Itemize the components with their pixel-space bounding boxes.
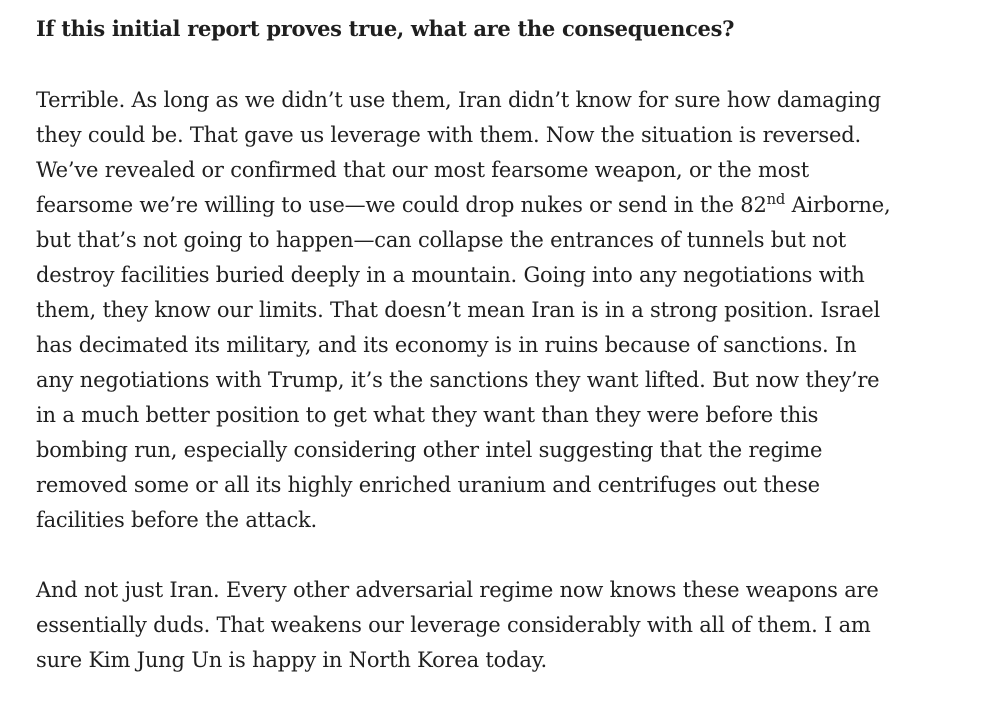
paragraph-line: but that’s not going to happen—can collapse the entrances of tunnels but not [36,228,847,252]
paragraph-line: removed some or all its highly enriched uranium and centrifuges out these [36,473,820,497]
paragraph-line: essentially duds. That weakens our leverage considerably with all of them. I am [36,613,871,637]
paragraph-line: any negotiations with Trump, it’s the sanctions they want lifted. But now they’re [36,368,880,392]
line-text: Airborne, [785,193,891,217]
line-text: fearsome we’re willing to use—we could drop nukes or send in the 82 [36,193,767,217]
paragraph-line: bombing run, especially considering other intel suggesting that the regime [36,438,823,462]
second-paragraph [36,573,906,678]
paragraph-line: them, they know our limits. That doesn’t mean Iran is in a strong position. Israel [36,298,880,322]
article-body [36,13,906,678]
paragraph-line: facilities before the attack. [36,508,318,532]
paragraph-line: in a much better position to get what they want than they were before this [36,403,819,427]
ordinal-superscript: nd [766,190,786,208]
paragraph-line: has decimated its military, and its economy is in ruins because of sanctions. In [36,333,857,357]
paragraph-line: they could be. That gave us leverage with them. Now the situation is reversed. [36,123,861,147]
paragraph-line: Terrible. As long as we didn’t use them, Iran didn’t know for sure how damaging [36,88,881,112]
paragraph-line: We’ve revealed or confirmed that our most fearsome weapon, or the most [36,158,809,182]
paragraph-line: sure Kim Jung Un is happy in North Korea today. [36,648,547,672]
question-heading: If this initial report proves true, what are the consequences? [36,16,735,41]
paragraph-line: And not just Iran. Every other adversarial regime now knows these weapons are [36,578,879,602]
paragraph-line: destroy facilities buried deeply in a mountain. Going into any negotiations with [36,263,865,287]
answer-paragraph [36,83,906,538]
paragraph-line-with-superscript [36,188,906,223]
